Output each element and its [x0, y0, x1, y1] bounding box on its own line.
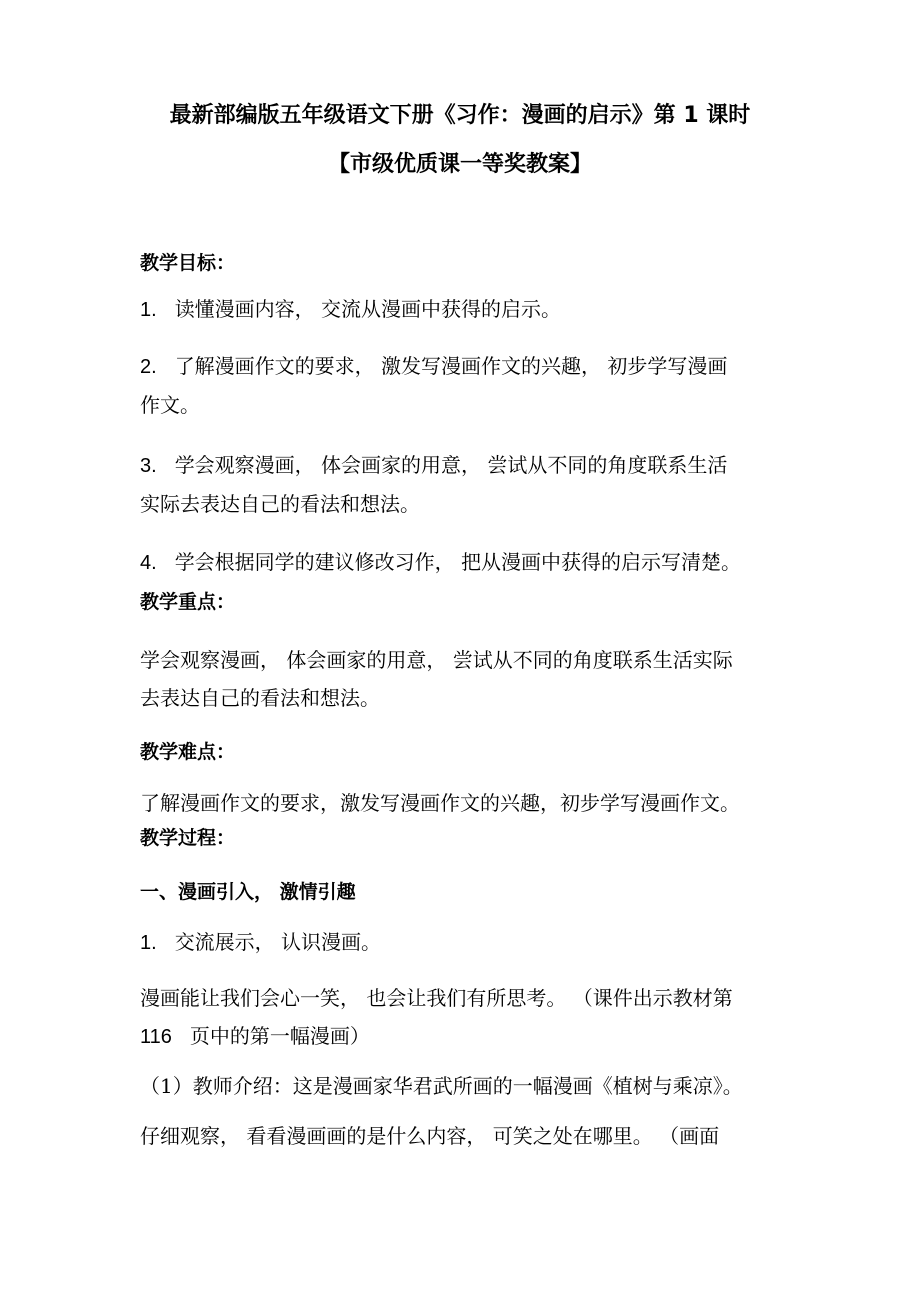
process-heading: 教学过程：: [140, 827, 236, 849]
key-point-heading: 教学重点：: [140, 591, 236, 613]
goal-text: 学会观察漫画， 体会画家的用意， 尝试从不同的角度联系生活: [174, 453, 728, 477]
section1-heading: 一、漫画引入， 激情引趣: [140, 881, 356, 903]
goal-text-continued: 作文。: [140, 393, 200, 417]
key-point-line: 学会观察漫画， 体会画家的用意， 尝试从不同的角度联系生活实际: [140, 648, 733, 672]
difficulty-heading: 教学难点：: [140, 741, 236, 763]
step-number: 1.: [140, 932, 157, 954]
goal-text: 学会根据同学的建议修改习作， 把从漫画中获得的启示写清楚。: [174, 550, 742, 574]
page-number: 116: [140, 1026, 172, 1048]
key-point-line: 去表达自己的看法和想法。: [140, 686, 380, 710]
key-point-text: [140, 641, 800, 717]
difficulty-text: 了解漫画作文的要求，激发写漫画作文的兴趣，初步学写漫画作文。: [140, 791, 740, 815]
goal-number: 1.: [140, 299, 157, 321]
process-step-1: [140, 923, 800, 962]
goal-text: 读懂漫画内容， 交流从漫画中获得的启示。: [174, 297, 562, 321]
goal-item-1: [140, 290, 800, 329]
goal-number: 3.: [140, 455, 157, 477]
paragraph-line: 漫画能让我们会心一笑， 也会让我们有所思考。 （课件出示教材第: [140, 986, 733, 1010]
document-title-line2: 【市级优质课一等奖教案】: [327, 152, 592, 177]
goal-text-continued: 实际去表达自己的看法和想法。: [140, 492, 420, 516]
process-paragraph-3: 仔细观察， 看看漫画画的是什么内容， 可笑之处在哪里。 （画面: [140, 1124, 720, 1148]
goal-item-3: [140, 446, 800, 523]
goal-number: 4.: [140, 552, 157, 574]
goals-heading: 教学目标：: [140, 252, 236, 274]
goal-item-2: [140, 347, 800, 424]
document-title-line1: 最新部编版五年级语文下册《习作：漫画的启示》第 1 课时: [169, 103, 751, 128]
goal-text: 了解漫画作文的要求， 激发写漫画作文的兴趣， 初步学写漫画: [174, 354, 728, 378]
goal-item-4: [140, 543, 800, 582]
process-paragraph-1: [140, 979, 800, 1056]
goal-number: 2.: [140, 356, 157, 378]
paragraph-line: 页中的第一幅漫画）: [189, 1024, 370, 1048]
step-text: 交流展示， 认识漫画。: [174, 930, 382, 954]
process-paragraph-2: （1）教师介绍：这是漫画家华君武所画的一幅漫画《植树与乘凉》。: [140, 1074, 743, 1098]
